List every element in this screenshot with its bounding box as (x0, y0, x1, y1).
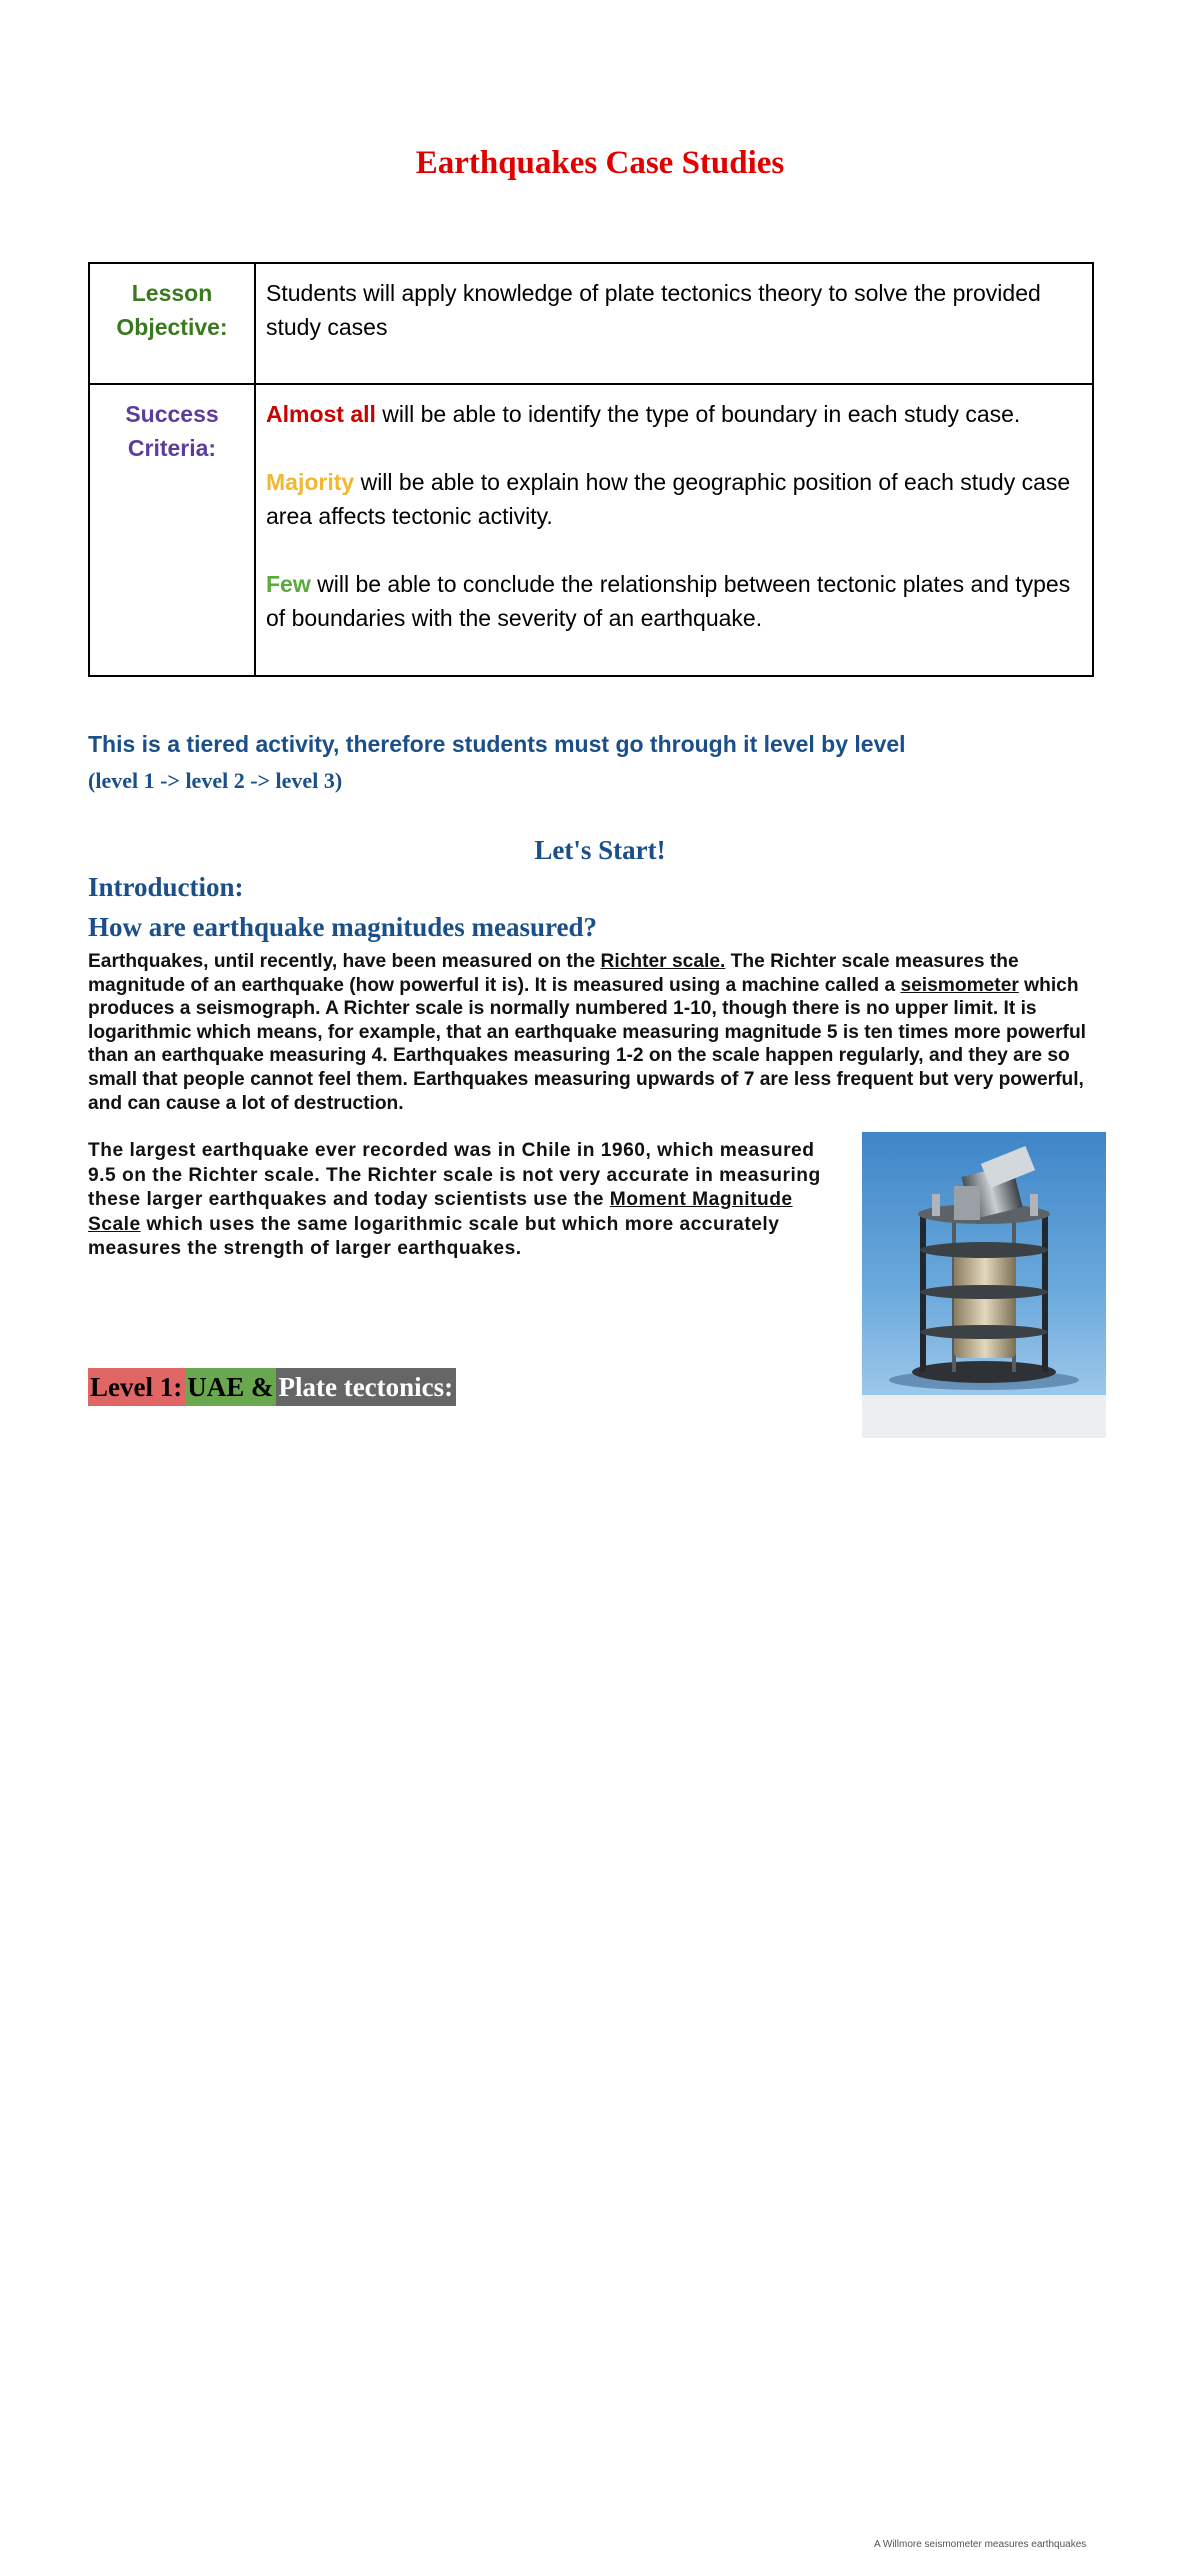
question-heading: How are earthquake magnitudes measured? (88, 912, 598, 942)
criterion-few (266, 567, 1082, 635)
criterion-almost-all (266, 397, 1082, 431)
text-run: The largest earthquake ever recorded was in Chile in 1960, which measured 9.5 on the Richter scale. The Richter scale is not very accurate in measuring these larger earthquakes and today scientists use the (88, 1140, 821, 1211)
levels-note: (level 1 -> level 2 -> level 3) (88, 768, 343, 793)
success-row (89, 384, 1093, 676)
objective-label: Lesson Objective: (89, 263, 255, 384)
richter-paragraph (88, 950, 1110, 1115)
start-heading: Let's Start! (534, 835, 666, 865)
seismometer-link[interactable]: seismometer (900, 974, 1019, 996)
level1-heading (88, 1368, 456, 1406)
seismometer-photo (862, 1132, 1106, 1395)
text-run: which produces a seismograph. A Richter scale is normally numbered 1-10, though there is no upper limit. It is logarithmic which means, for example, that an earthquake measuring magnitude 5 is ten times more powerful than an earthquake measuring 4. Earthquakes measuring 1-2 on the scale happen regularly, and they are so small that people cannot feel them. Earthquakes measuring upwards of 7 are less frequent but very powerful, and can cause a lot of destruction. (88, 974, 1086, 1114)
level1-topic: Plate tectonics: (276, 1368, 456, 1406)
richter-scale-link[interactable]: Richter scale. (600, 951, 726, 972)
criterion-lead: Almost all (266, 401, 376, 427)
chile-paragraph (88, 1139, 848, 1262)
text-run: Earthquakes, until recently, have been measured on the (88, 951, 601, 972)
figure-caption: A Willmore seismometer measures earthquakes (874, 2539, 1087, 2550)
tier-note: This is a tiered activity, therefore students must go through it level by level (88, 731, 906, 757)
moment-magnitude-link[interactable]: Moment Magnitude Scale (88, 1189, 793, 1235)
criterion-text: will be able to conclude the relationship between tectonic plates and types of boundaries with the severity of an earthquake. (266, 571, 1071, 631)
text-run: The Richter scale measures the magnitude of an earthquake (how powerful it is). It is measured using a machine called a (88, 951, 1019, 996)
objective-text: Students will apply knowledge of plate tectonics theory to solve the provided study cases (255, 263, 1093, 384)
lesson-criteria-table (88, 262, 1094, 677)
level1-label: Level 1: (88, 1368, 185, 1406)
level1-region: UAE & (185, 1368, 276, 1406)
seismometer-figure (862, 1132, 1106, 2550)
intro-heading: Introduction: (88, 872, 244, 902)
criterion-lead: Majority (266, 469, 355, 495)
success-criteria-list (255, 384, 1093, 676)
objective-row (89, 263, 1093, 384)
criterion-text: will be able to explain how the geographic position of each study case area affects tectonic activity. (266, 469, 1071, 529)
criterion-text: will be able to identify the type of boundary in each study case. (375, 401, 1021, 427)
criterion-majority (266, 465, 1082, 533)
document-title: Earthquakes Case Studies (415, 145, 785, 181)
success-label: Success Criteria: (89, 384, 255, 676)
criterion-lead: Few (266, 571, 311, 597)
text-run: which uses the same logarithmic scale but which more accurately measures the strength of larger earthquakes. (88, 1213, 780, 1260)
